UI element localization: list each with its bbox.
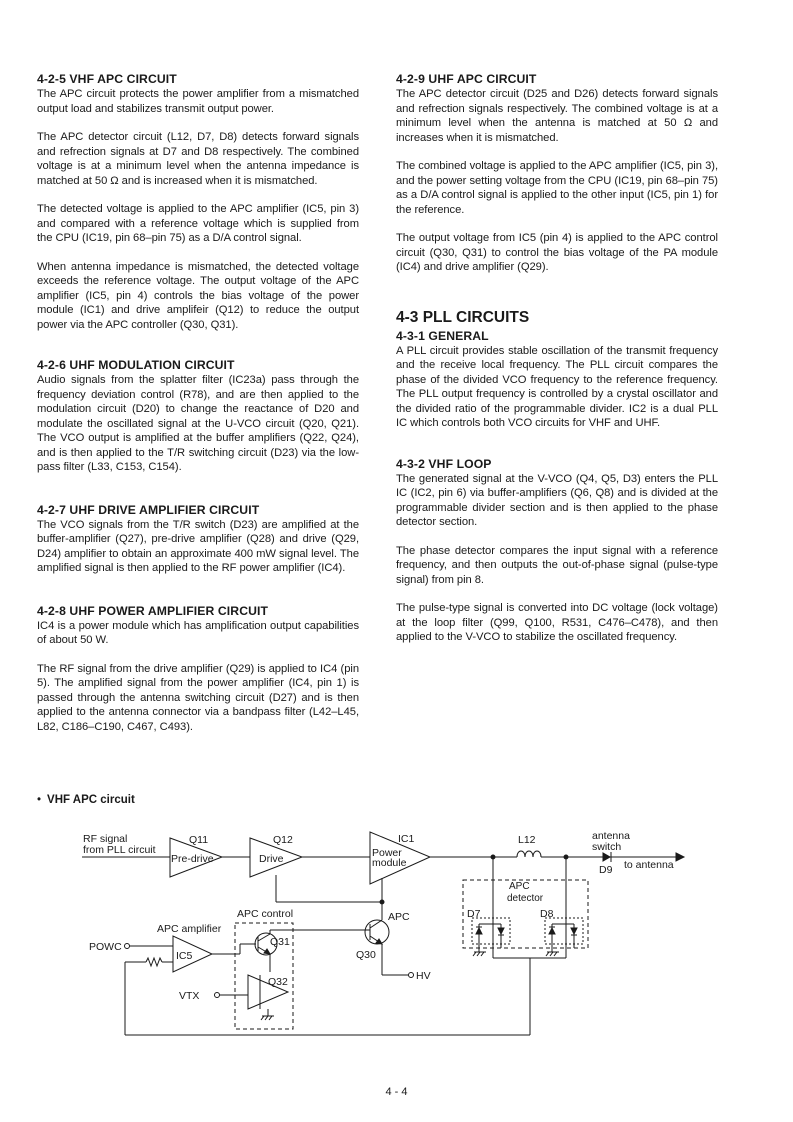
paragraph: The generated signal at the V-VCO (Q4, Q5, D3) enters the PLL IC (IC2, pin 6) via buffer-amplifiers (Q6, Q8) and is divided at the programmable divider section and is then applied to the phase detector section. xyxy=(396,472,718,528)
label-apc-detector-1: APC xyxy=(509,881,530,892)
label-to-antenna: to antenna xyxy=(624,859,674,871)
l12-coil xyxy=(517,851,541,857)
label-apc-amplifier: APC amplifier xyxy=(157,923,222,935)
hv-terminal xyxy=(409,973,414,978)
label-q30: Q30 xyxy=(356,949,376,961)
section-pll-general xyxy=(396,329,718,431)
vhf-apc-circuit-diagram xyxy=(0,815,793,1045)
vtx-terminal xyxy=(215,993,220,998)
label-power: Power xyxy=(372,847,402,859)
figure-title-text: VHF APC circuit xyxy=(47,794,135,806)
section-title: 4-2-9 UHF APC CIRCUIT xyxy=(396,72,537,86)
chapter-heading: 4-3 PLL CIRCUITS xyxy=(396,308,530,326)
label-q11: Q11 xyxy=(189,834,209,846)
label-predrive: Pre-drive xyxy=(171,853,214,865)
label-d7: D7 xyxy=(467,908,481,920)
figure-title xyxy=(37,794,135,806)
section-uhf-modulation xyxy=(37,358,359,475)
paragraph: The APC detector circuit (D25 and D26) detects forward signals and refrection signals respectively. The combined voltage is at a minimum level when the antenna is matched at 50 Ω and increases when it is mismatched. xyxy=(396,88,718,144)
section-title: 4-2-5 VHF APC CIRCUIT xyxy=(37,72,177,86)
label-q31: Q31 xyxy=(270,936,290,948)
paragraph: Audio signals from the splatter filter (IC23a) pass through the frequency deviation control (R78), and are then applied to the modulation circuit (D20) to change the reactance of D20 and modulate the oscillated signal at the U-VCO circuit (Q20, Q21). The VCO output is amplified at the buffer amplifiers (Q22, Q24), and is then applied to the T/R switching circuit (D23) via the low-pass filter (L33, C153, C154). xyxy=(37,374,359,473)
label-ic1: IC1 xyxy=(398,833,415,845)
section-uhf-power-amplifier xyxy=(37,604,359,735)
paragraph: The APC detector circuit (L12, D7, D8) detects forward signals and refrection signals at D7 and D8 respectively. The combined voltage is at a minimum level when the antenna impedance is matched at 50 Ω and is increased when it is mismatched. xyxy=(37,131,359,187)
d9-diode xyxy=(603,853,610,861)
paragraph: The RF signal from the drive amplifier (Q29) is applied to IC4 (pin 5). The amplified signal from the power amplifier (IC4, pin 1) is passed through the antenna switching circuit (D27) and is then applied to the antenna connector via a bandpass filter (L42–L45, L82, C186–C190, C467, C493). xyxy=(37,662,359,733)
label-from-pll: from PLL circuit xyxy=(83,844,156,856)
label-rf-signal: RF signal xyxy=(83,833,128,845)
section-title: 4-2-8 UHF POWER AMPLIFIER CIRCUIT xyxy=(37,603,269,618)
label-apc-detector-2: detector xyxy=(507,893,544,904)
label-drive: Drive xyxy=(259,853,284,865)
paragraph: The output voltage from IC5 (pin 4) is applied to the APC control circuit (Q30, Q31) to control the bias voltage of the PA module (IC4) and drive amplifier (Q29). xyxy=(396,232,718,273)
paragraph: The pulse-type signal is converted into DC voltage (lock voltage) at the loop filter (Q99, Q100, R531, C476–C478), and then applied to the V-VCO to stabilize the oscillated frequency. xyxy=(396,602,718,643)
section-vhf-loop xyxy=(396,457,718,645)
section-vhf-apc xyxy=(37,72,359,332)
label-hv: HV xyxy=(416,970,431,982)
section-uhf-drive-amplifier xyxy=(37,503,359,576)
label-q32: Q32 xyxy=(268,976,288,988)
label-d9: D9 xyxy=(599,864,613,876)
label-apc-control: APC control xyxy=(237,908,294,920)
label-antenna: antenna xyxy=(592,830,630,842)
label-switch: switch xyxy=(592,841,622,853)
label-module: module xyxy=(372,857,407,869)
section-title: 4-2-7 UHF DRIVE AMPLIFIER CIRCUIT xyxy=(37,502,260,517)
bullet: • xyxy=(37,794,42,806)
label-apc: APC xyxy=(388,911,410,923)
section-title: 4-3-2 VHF LOOP xyxy=(396,456,492,471)
right-column xyxy=(396,72,718,669)
paragraph: The phase detector compares the input signal with a reference frequency, and then outputs the out-of-phase signal (pulse-type signal) from pin 8. xyxy=(396,544,718,586)
label-d8: D8 xyxy=(540,908,554,920)
paragraph: The detected voltage is applied to the APC amplifier (IC5, pin 3) and compared with a reference voltage which is supplied from the CPU (IC19, pin 68–pin 75) as a D/A control signal. xyxy=(37,203,359,244)
feedback-resistor xyxy=(146,958,162,966)
powc-terminal xyxy=(125,944,130,949)
paragraph: The VCO signals from the T/R switch (D23) are amplified at the buffer-amplifier (Q27), pre-drive amplifier (Q28) and drive (Q29, D24) amplifier to obtain an approximate 400 mW signal level. The amplified signal is then applied to the RF power amplifier (IC4). xyxy=(37,518,359,574)
label-vtx: VTX xyxy=(179,990,200,1002)
label-q12: Q12 xyxy=(273,834,293,846)
paragraph: The APC circuit protects the power amplifier from a mismatched output load and stabilizes transmit output power. xyxy=(37,88,359,115)
label-powc: POWC xyxy=(89,941,122,953)
paragraph: When antenna impedance is mismatched, the detected voltage exceeds the reference voltage. The output voltage of the APC amplifier (IC5, pin 4) controls the bias voltage of the power module (IC1) and drive amplifeir (Q12) to reduce the output power via the APC controller (Q30, Q31). xyxy=(37,260,359,331)
section-title: 4-2-6 UHF MODULATION CIRCUIT xyxy=(37,358,235,372)
section-title: 4-3-1 GENERAL xyxy=(396,328,489,343)
label-l12: L12 xyxy=(518,834,536,846)
page-number: 4 - 4 xyxy=(385,1086,408,1098)
section-uhf-apc xyxy=(396,72,718,275)
paragraph: IC4 is a power module which has amplification output capabilities of about 50 W. xyxy=(37,619,359,646)
paragraph: A PLL circuit provides stable oscillation of the transmit frequency and the receive local frequency. The PLL circuit compares the phase of the divided VCO frequency to the reference frequency. The PLL output frequency is controlled by a crystal oscillator and the divided ratio of the programmable divider. IC2 is a dual PLL IC which controls both VCO circuits for VHF and UHF. xyxy=(396,344,718,429)
left-column xyxy=(37,72,359,758)
to-antenna-arrow xyxy=(676,853,684,861)
label-ic5: IC5 xyxy=(176,950,193,962)
paragraph: The combined voltage is applied to the APC amplifier (IC5, pin 3), and the power setting voltage from the CPU (IC19, pin 68–pin 75) as a D/A control signal is applied to the other input (IC5, pin 1) for the reference. xyxy=(396,160,718,216)
